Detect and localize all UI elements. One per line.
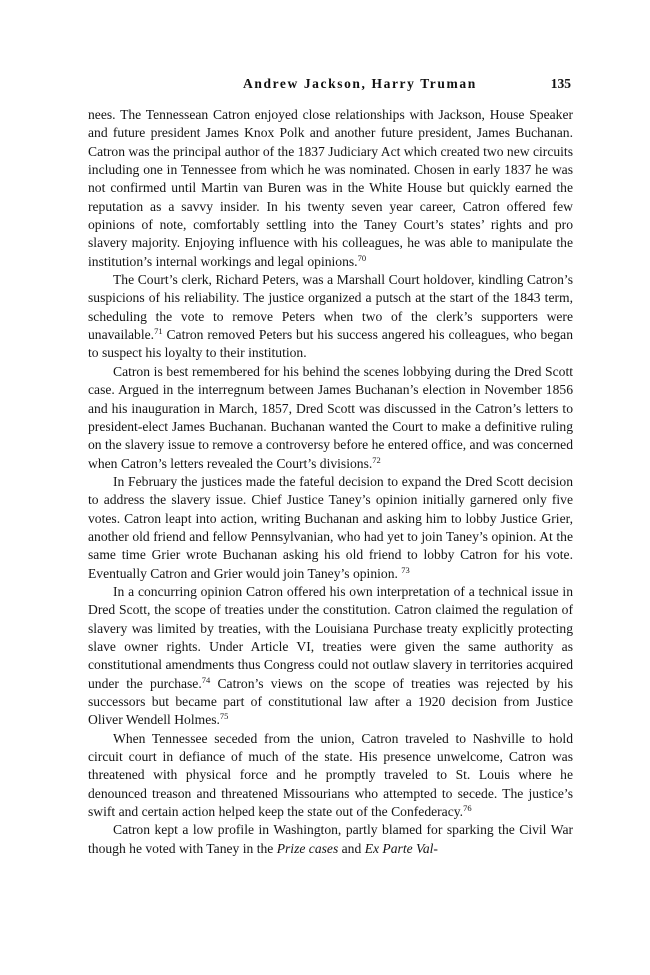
paragraph-text: Catron kept a low profile in Washington, partly blamed for sparking the Civil War though he voted with Taney in the [88, 822, 573, 856]
case-title: Prize cases [276, 840, 339, 856]
footnote-marker: 71 [154, 326, 163, 337]
footnote-marker: 73 [401, 564, 410, 575]
paragraph-text: Catron is best remembered for his behind the scenes lobbying during the Dred Scott case. Argued in the interregnum between James Buchanan’s election in November 1856 and his inauguration in March, 1857, Dred Scott was discussed in the Catron’s letters to president-elect James Buchanan. Buchanan wanted the Court to make a definitive ruling on the slavery issue to remove a controversy before he entered office, and was concerned when Catron’s letters revealed the Court’s divisions. [88, 363, 573, 471]
body-text [88, 106, 573, 858]
paragraph-text: The Court’s clerk, Richard Peters, was a Marshall Court holdover, kindling Catron’s suspicions of his reliability. The justice organized a putsch at the start of the 1843 term, scheduling the vote to remove Peters when two of the clerk’s supporters were unavailable. [88, 272, 573, 343]
footnote-marker: 75 [219, 711, 229, 722]
running-header [88, 76, 573, 94]
page-number: 135 [550, 76, 571, 91]
footnote-marker: 74 [201, 674, 211, 685]
paragraph-text: Catron’s views on the scope of treaties was rejected by his successors but became part of constitutional law after a 1920 decision from Justice Oliver Wendell Holmes. [88, 675, 573, 728]
paragraph-text: In a concurring opinion Catron offered his own interpretation of a technical issue in Dred Scott, the scope of treaties under the constitution. Catron claimed the regulation of slavery was limited by treaties, with the Louisiana Purchase treaty explicitly protecting slave owner rights. Under Article VI, treaties were given the same authority as constitutional amendments thus Congress could not outlaw slavery in territories acquired under the purchase. [88, 583, 573, 691]
running-title: Andrew Jackson, Harry Truman [243, 76, 477, 91]
paragraph [88, 106, 573, 271]
paragraph [88, 730, 573, 822]
footnote-marker: 72 [372, 454, 381, 465]
footnote-marker: 76 [463, 803, 472, 814]
case-title: Ex Parte Val- [364, 840, 438, 856]
paragraph-text: Catron removed Peters but his success angered his colleagues, who began to suspect his loyalty to their institution. [88, 327, 573, 361]
paragraph [88, 271, 573, 363]
paragraph [88, 473, 573, 583]
paragraph [88, 821, 573, 858]
footnote-marker: 70 [357, 252, 367, 263]
paragraph-text: In February the justices made the fateful decision to expand the Dred Scott decision to address the slavery issue. Chief Justice Taney’s opinion initially garnered only five votes. Catron leapt into action, writing Buchanan and asking him to lobby Justice Grier, another old friend and fellow Pennsylvanian, who had yet to join Taney’s opinion. At the same time Grier wrote Buchanan asking his old friend to lobby Catron for his vote. Eventually Catron and Grier would join Taney’s opinion. [88, 473, 573, 581]
paragraph-text: nees. The Tennessean Catron enjoyed close relationships with Jackson, House Speaker and future president James Knox Polk and another future president, James Buchanan. Catron was the principal author of the 1837 Judiciary Act which created two new circuits including one in Tennessee from which he was nominated. Chosen in early 1837 he was not confirmed until Martin van Buren was in the White House but quickly earned the reputation as a savvy insider. In his twenty seven year career, Catron offered few opinions of note, comfortably settling into the Taney Court’s states’ rights and pro slavery majority. Enjoying influence with his colleagues, he was able to manipulate the institution’s internal workings and legal opinions. [88, 107, 573, 269]
paragraph-text: and [338, 840, 365, 856]
paragraph [88, 583, 573, 730]
paragraph-text: When Tennessee seceded from the union, Catron traveled to Nashville to hold circuit court in defiance of much of the state. His presence unwelcome, Catron was threatened with physical force and he promptly traveled to St. Louis where he denounced treason and threatened Missourians who attempted to secede. The justice’s swift and certain action helped keep the state out of the Confederacy. [88, 730, 573, 820]
paragraph [88, 363, 573, 473]
